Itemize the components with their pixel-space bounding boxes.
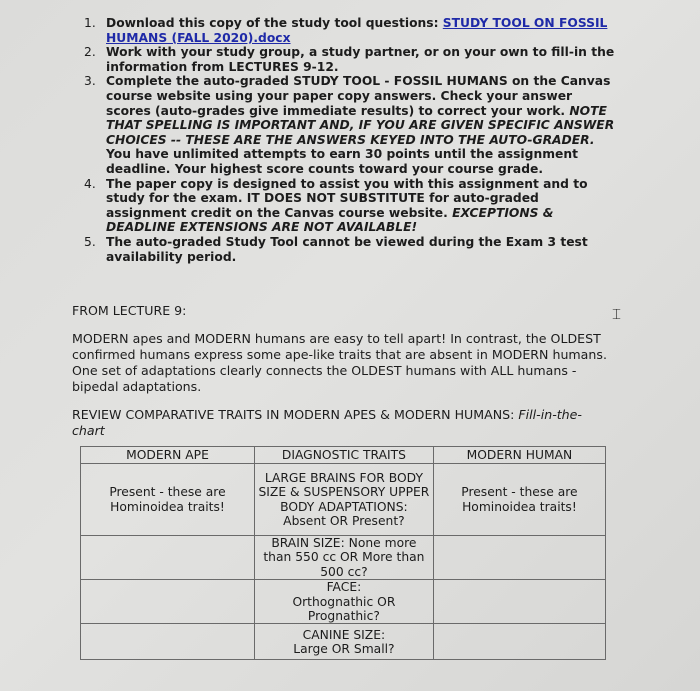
study-tool-docx-link[interactable]: STUDY TOOL ON FOSSIL HUMANS (FALL 2020).docx xyxy=(106,16,608,45)
header-modern-human: MODERN HUMAN xyxy=(433,447,605,464)
human-cell[interactable] xyxy=(433,580,605,624)
header-modern-ape: MODERN APE xyxy=(81,447,255,464)
lecture-heading: FROM LECTURE 9: xyxy=(72,303,187,318)
comparative-traits-table xyxy=(80,446,606,660)
instruction-item: 1. Download this copy of the study tool questions: STUDY TOOL ON FOSSIL HUMANS (FALL 2020).docx xyxy=(84,16,608,45)
table-row xyxy=(81,580,606,624)
ape-cell[interactable]: Present - these are Hominoidea traits! xyxy=(81,464,255,536)
trait-cell: BRAIN SIZE: None more than 550 cc OR More than 500 cc? xyxy=(254,536,433,580)
review-instruction: REVIEW COMPARATIVE TRAITS IN MODERN APES & MODERN HUMANS: Fill-in-the-chart xyxy=(72,407,582,438)
ape-cell[interactable] xyxy=(81,580,255,624)
lecture-paragraph: MODERN apes and MODERN humans are easy to tell apart! In contrast, the OLDEST confirmed humans express some ape-like traits that are absent in MODERN humans. One set of adaptations clearly connects the OLDEST humans with ALL humans - bipedal adaptations. xyxy=(72,331,607,394)
instruction-item: 4. The paper copy is designed to assist you with this assignment and to study for the exam. IT DOES NOT SUBSTITUTE for auto-graded assignment credit on the Canvas course website. EXCEPTIONS & DEADLINE EXTENSIONS ARE NOT AVAILABLE! xyxy=(84,176,588,235)
human-cell[interactable] xyxy=(433,536,605,580)
header-diagnostic-traits: DIAGNOSTIC TRAITS xyxy=(254,447,433,464)
instruction-item: 5. The auto-graded Study Tool cannot be viewed during the Exam 3 test availability period. xyxy=(84,234,588,264)
text-cursor-icon: ⌶ xyxy=(612,305,622,323)
table-row xyxy=(81,624,606,660)
human-cell[interactable] xyxy=(433,624,605,660)
ape-cell[interactable] xyxy=(81,536,255,580)
trait-cell: CANINE SIZE: Large OR Small? xyxy=(254,624,433,660)
table-row xyxy=(81,464,606,536)
lecture-section xyxy=(72,303,632,451)
instruction-item: 2. Work with your study group, a study partner, or on your own to fill-in the information from LECTURES 9-12. xyxy=(84,45,615,74)
ape-cell[interactable] xyxy=(81,624,255,660)
instruction-item: 3. Complete the auto-graded STUDY TOOL - FOSSIL HUMANS on the Canvas course website using your paper copy answers. Check your answer scores (auto-grades give immediate results) to correct your work. NOTE THAT SPELLING IS IMPORTANT AND, IF YOU ARE GIVEN SPECIFIC ANSWER CHOICES -- THESE ARE THE ANSWERS KEYED INTO THE AUTO-GRADER. You have unlimited attempts to earn 30 points until the assignment deadline. Your highest score counts toward your course grade. xyxy=(84,74,615,176)
trait-cell: LARGE BRAINS FOR BODY SIZE & SUSPENSORY UPPER BODY ADAPTATIONS: Absent OR Present? xyxy=(254,464,433,536)
trait-cell: FACE: Orthognathic OR Prognathic? xyxy=(254,580,433,624)
table-header-row xyxy=(81,447,606,464)
table-row xyxy=(81,536,606,580)
instruction-list xyxy=(78,16,618,264)
human-cell[interactable]: Present - these are Hominoidea traits! xyxy=(433,464,605,536)
